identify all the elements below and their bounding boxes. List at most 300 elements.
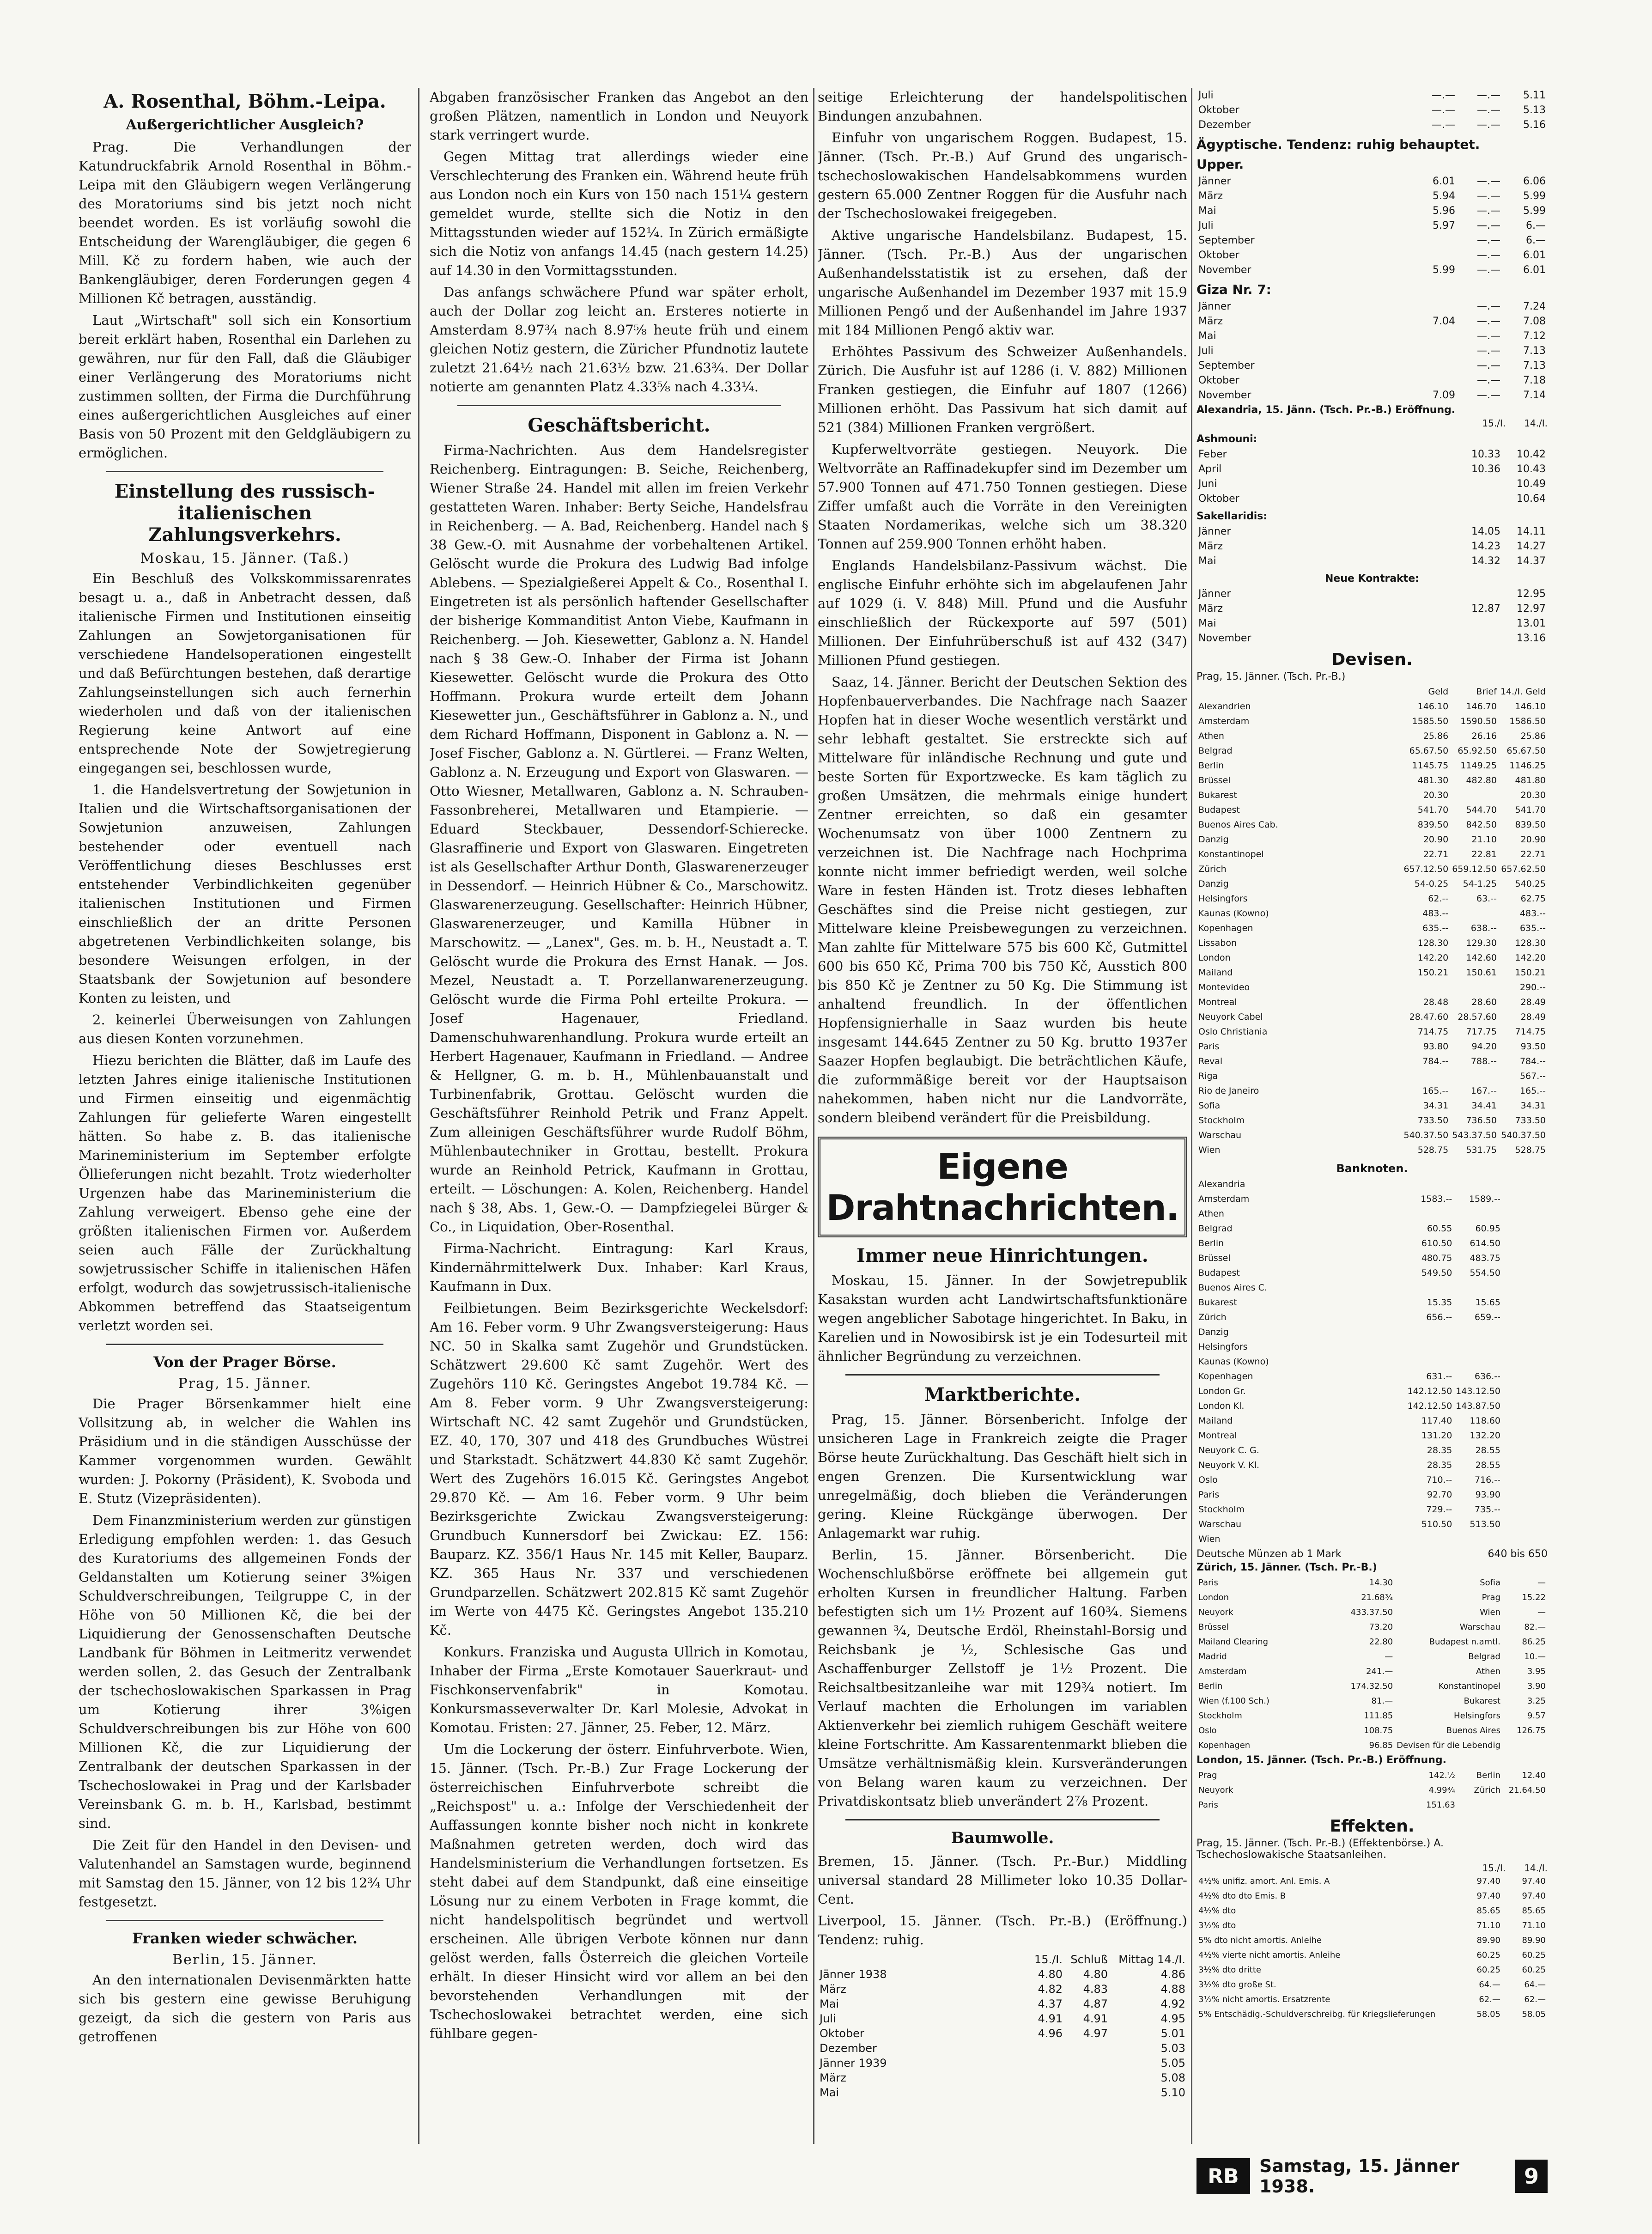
row-value <box>1454 1354 1502 1369</box>
row-value: 4.80 <box>1083 1968 1108 1981</box>
row-value: 549.50 <box>1421 1268 1452 1278</box>
row-label: Alexandria <box>1198 1179 1245 1189</box>
row-label: Amsterdam <box>1198 1194 1250 1204</box>
table-row <box>1196 586 1548 601</box>
table-row <box>1196 103 1548 117</box>
row-label: Neuyork C. G. <box>1198 1445 1259 1455</box>
row-label: Mailand Clearing <box>1198 1637 1269 1647</box>
row-value: —.— <box>1477 330 1500 342</box>
row-value: 58.05 <box>1476 2009 1500 2019</box>
row-label: Warschau <box>1198 1519 1242 1529</box>
row-value: 659.-- <box>1474 1312 1500 1322</box>
row-label: Wien <box>1198 1534 1221 1544</box>
row-value: 4.88 <box>1160 1983 1185 1996</box>
row-value: 142.12.50 <box>1407 1401 1452 1411</box>
row-value <box>1406 1339 1454 1354</box>
row-value: 14.05 <box>1471 525 1500 537</box>
row-label: Belgrad <box>1198 1224 1233 1234</box>
table-row <box>1196 1605 1548 1619</box>
deutsche-muenzen-line <box>1196 1548 1548 1560</box>
row-value: 3.90 <box>1527 1681 1546 1691</box>
row-value: 118.60 <box>1470 1416 1500 1426</box>
table-header <box>818 1952 1187 1967</box>
row-value: —.— <box>1477 359 1500 371</box>
row-value <box>1019 2085 1064 2100</box>
row-value: 839.50 <box>1515 820 1546 830</box>
row-label: Juli <box>1198 219 1214 231</box>
row-value: —.— <box>1477 389 1500 401</box>
table-row <box>1196 524 1548 539</box>
row-value: 15.35 <box>1427 1297 1452 1308</box>
row-label: 3½% dto große St. <box>1198 1979 1276 1990</box>
zurich-table <box>1196 1575 1548 1753</box>
row-value: Warschau <box>1459 1622 1500 1632</box>
row-label: Rio de Janeiro <box>1198 1086 1259 1096</box>
row-value: 717.75 <box>1466 1027 1497 1037</box>
table-row <box>1196 1458 1548 1473</box>
row-value <box>1019 2056 1064 2070</box>
row-value: —.— <box>1477 190 1500 202</box>
table-row <box>1196 1339 1548 1354</box>
row-label: 4½% dto <box>1198 1905 1236 1916</box>
table-row <box>1196 1473 1548 1487</box>
table-row <box>1196 788 1548 803</box>
row-value: — <box>1537 1577 1546 1588</box>
row-value <box>1450 906 1499 921</box>
row-value: 97.40 <box>1522 1891 1546 1901</box>
row-label: Paris <box>1198 1041 1220 1052</box>
row-label: Madrid <box>1198 1651 1227 1662</box>
table-row <box>1196 1619 1548 1634</box>
row-value: 143.12.50 <box>1456 1386 1500 1396</box>
column-headers <box>1196 1863 1548 1874</box>
row-value: 788.-- <box>1470 1056 1497 1066</box>
table-row <box>818 2026 1187 2041</box>
paragraph: Prag, 15. Jänner. Börsenbericht. Infolge der unsicheren Lage in Frankreich zeigte die Prager Börse heute Zurückhaltung. Das Geschäft hielt sich in engen Grenzen. Die Kursentwicklung war unregelmäßig, doch blieben die Veränderungen gering. Kleine Rückgänge überwogen. Der Anlagemarkt war ruhig. <box>818 1412 1187 1541</box>
paragraph: Feilbietungen. Beim Bezirksgerichte Weckelsdorf: Am 16. Feber vorm. 9 Uhr Zwangsversteigerung: Haus NC. 50 in Skalka samt Zugehör und Grundstücken. Schätzwert 29.600 Kč samt Zugehör. Wert des Zugehörs 110 Kč. Geringstes Angebot 19.784 Kč. — Am 8. Feber vorm. 9 Uhr Zwangsversteigerung: Wirtschaft NC. 42 samt Zugehör und Grundstücken, EZ. 40, 170, 307 und 418 des Grundbuches Wüstrei und Starkstadt. Schätzwert 44.830 Kč samt Zugehör. Wert des Zugehörs 16.015 Kč. Geringstes Angebot 29.870 Kč. — Am 16. Feber vorm. 9 Uhr beim Bezirksgerichte Zwickau Zwangsversteigerung: Grundbuch Kunnersdorf bei Zwickau: EZ. 156: Bauparz. KZ. 356/1 Haus Nr. 145 mit Keller, Bauparz. KZ. 365 Haus Nr. 337 und verschiedenen Grundparzellen. Schätzwert 202.815 Kč samt Zugehör im Werte von 4475 Kč. Geringstes Angebot 135.210 Kč. <box>430 1300 808 1638</box>
table-row <box>1196 1874 1548 1888</box>
table-row <box>1196 1903 1548 1918</box>
row-value <box>1457 1797 1502 1812</box>
row-value: 26.16 <box>1471 731 1497 741</box>
table-row <box>818 2041 1187 2056</box>
row-value: 151.63 <box>1426 1800 1455 1810</box>
row-label: Oslo <box>1198 1725 1217 1735</box>
row-label: Jänner 1939 <box>820 2057 887 2070</box>
row-value <box>1502 1251 1548 1266</box>
row-value: 733.50 <box>1515 1115 1546 1126</box>
table-row <box>1196 203 1548 218</box>
row-value: 541.70 <box>1515 805 1546 815</box>
paragraph: Englands Handelsbilanz-Passivum wächst. Die englische Einfuhr erhöhte sich im abgelaufenen Jahr auf 1029 (i. V. 848) Mill. Pfund und die Ausfuhr einschließlich der Rückexporte auf 597 (501) Millionen. Der Einfuhrüberschuß ist auf 432 (347) Millionen Pfund gestiegen. <box>818 558 1187 668</box>
paragraph: Berlin, 15. Jänner. Börsenbericht. Die Wochenschlußbörse eröffnete bei allgemein gut erholten Kursen in freundlicher Haltung. Farben befestigten sich um 1½ Prozent auf 160¾. Siemens gewannen ¾, Deutsche Erdöl, Rheinstahl-Borsig und Reichsbank je ½, Schlesische Gas und Aschaffenburger Zellstoff je 1½ Prozent. Die Reichsaltbesitzanleihe war mit 129¾ notiert. Im Verlauf machten die Erholungen im variablen Aktienverkehr bei ziemlich ruhigem Geschäft weitere kleine Fortschritte. Am Kassarentenmarkt blieben die Umsätze verhältnismäßig klein. Kursveränderungen von Belang waren kaum zu verzeichnen. Der Privatdiskontsatz blieb unverändert 2⅞ Prozent. <box>818 1547 1187 1809</box>
column-header: Schluß <box>1070 1953 1108 1966</box>
row-value: 21.10 <box>1471 834 1497 845</box>
table-row <box>1196 343 1548 358</box>
row-value: 146.70 <box>1466 701 1497 712</box>
article-headline: Einstellung des russisch-italienischen Zahlungsverkehrs. <box>114 481 376 546</box>
row-value: 28.47.60 <box>1409 1012 1449 1022</box>
table-row <box>818 2011 1187 2026</box>
table-row <box>1196 1918 1548 1933</box>
row-value: 28.49 <box>1520 1012 1546 1022</box>
row-value <box>1412 358 1457 373</box>
row-value: — <box>1385 1651 1393 1662</box>
row-value: 93.80 <box>1423 1041 1449 1052</box>
row-value: 111.85 <box>1364 1711 1393 1721</box>
row-label: Neuyork Cabel <box>1198 1012 1263 1022</box>
column-header: Mittag 14./I. <box>1118 1953 1185 1966</box>
table-row <box>1196 373 1548 388</box>
paragraph: Firma-Nachricht. Eintragung: Karl Kraus, Kindernährmittelwerk Dux. Inhaber: Karl Kraus, Kaufmann in Dux. <box>430 1241 808 1294</box>
row-value <box>1450 788 1499 803</box>
row-value: 20.90 <box>1520 834 1546 845</box>
table-row <box>1196 921 1548 936</box>
row-label: Stockholm <box>1198 1504 1245 1515</box>
row-label: Juli <box>1198 89 1214 101</box>
row-label: Paris <box>1198 1800 1218 1810</box>
row-value <box>1502 1295 1548 1310</box>
row-value: Budapest n.amtl. <box>1429 1637 1500 1647</box>
row-value: 7.04 <box>1433 315 1455 327</box>
row-value: 3.95 <box>1527 1666 1546 1676</box>
row-label: Budapest <box>1198 805 1240 815</box>
row-value: 481.30 <box>1417 775 1449 785</box>
row-value: 657.62.50 <box>1501 864 1546 874</box>
table-row <box>818 2085 1187 2100</box>
row-value: 64.— <box>1479 1979 1500 1990</box>
table-subheading: Ashmouni: <box>1196 433 1257 445</box>
row-value: 5.13 <box>1523 104 1546 116</box>
table-row <box>1196 388 1548 402</box>
paragraph: Um die Lockerung der österr. Einfuhrverbote. Wien, 15. Jänner. (Tsch. Pr.-B.) Zur Frage Lockerung der österreichischen Einfuhrverbote schreibt die „Reichspost" u. a.: Infolge der Verschiedenheit der Auffassungen konnte bisher noch nicht in konkrete Maßnahmen getreten werden, doch wird das Handelsministerium die Verhandlungen fortsetzen. Es steht dabei auf dem Standpunkt, daß eine einseitige Lösung nur zu einem Verboten in Frage kommt, die nicht handelspolitisch begründet und wertvoll erscheinen. Alle übrigen Verbote können nur dann gelöst werden, falls Österreich die gleichen Vorteile erhält. In dieser Hinsicht wird vor allem an bei den bevorstehenden Verhandlungen mit der Tschechoslowakei betrachtet werden, eine sich fühlbare gegen- <box>430 1741 808 2041</box>
paragraph: Kupferweltvorräte gestiegen. Neuyork. Die Weltvorräte an Raffinadekupfer sind im Dezember um 57.900 Tonnen auf 471.750 Tonnen gestiegen. Diese Ziffer umfaßt auch die Vorräte in den Vereinigten Staaten Nordamerikas, welche sich um 38.320 Tonnen auf 259.900 Tonnen erhöht haben. <box>818 441 1187 552</box>
row-value: 541.70 <box>1417 805 1449 815</box>
table-row <box>1196 447 1548 462</box>
table-row <box>1196 743 1548 758</box>
row-value: 65.92.50 <box>1458 746 1497 756</box>
row-label: Kopenhagen <box>1198 1740 1251 1750</box>
row-value: 93.50 <box>1520 1041 1546 1052</box>
row-label: Danzig <box>1198 879 1229 889</box>
row-label: London <box>1198 1592 1229 1602</box>
row-value: 544.70 <box>1466 805 1497 815</box>
table-row <box>818 1997 1187 2011</box>
row-label: Amsterdam <box>1198 1666 1247 1676</box>
row-value <box>1454 1339 1502 1354</box>
row-label: 5% Entschädig.-Schuldverschreibg. für Kriegslieferungen <box>1198 2009 1436 2019</box>
row-label: Stockholm <box>1198 1711 1242 1721</box>
row-label: Jänner <box>1198 175 1231 187</box>
paragraph: Die Prager Börsenkammer hielt eine Vollsitzung ab, in welcher die Wahlen ins Präsidium und in die ständigen Ausschüsse der Kammer vorgenommen wurden. Gewählt wurden: J. Pokorny (Präsident), K. Svoboda und E. Stutz (Vizepräsidenten). <box>79 1396 411 1506</box>
row-value: 167.-- <box>1470 1086 1497 1096</box>
row-label: 4½% dto dto Emis. B <box>1198 1891 1286 1901</box>
table-subheading: Giza Nr. 7: <box>1196 282 1271 297</box>
row-value: 5.16 <box>1523 119 1546 131</box>
paragraph: Ein Beschluß des Volkskommissarenrates besagt u. a., daß in Anbetracht dessen, daß italienische Firmen und Institutionen einseitig Zahlungen an Sowjetorganisationen für verschiedene Handelsoperationen eingestellt und daß Befürchtungen bestehen, daß derartige Zahlungseinstellungen sich auch fernerhin wiederholen und daß von der italienischen Regierung keine Antwort auf eine entsprechende Note der Sowjetregierung eingegangen sei, beschlossen wurde, <box>79 571 411 776</box>
table-row <box>1196 539 1548 554</box>
row-label: London Kl. <box>1198 1401 1245 1411</box>
row-value: 22.71 <box>1423 849 1449 859</box>
row-value: 636.-- <box>1474 1371 1500 1382</box>
table-row <box>1196 1723 1548 1738</box>
row-value: Sofia <box>1480 1577 1500 1588</box>
row-label: Dezember <box>1198 119 1251 131</box>
row-value: 1145.75 <box>1412 761 1449 771</box>
paragraph: Moskau, 15. Jänner. In der Sowjetrepublik Kasakstan wurden acht Landwirtschaftsfunktionäre wegen angeblicher Sabotage hingerichtet. In Baku, in Karelien und in Nowosibirsk ist je ein Todesurteil mit ähnlicher Begründung zu verzeichnen. <box>818 1272 1187 1364</box>
row-label: Mai <box>1198 205 1216 217</box>
row-value: 97.40 <box>1476 1891 1500 1901</box>
row-label: Belgrad <box>1198 746 1233 756</box>
table-row <box>1196 1177 1548 1192</box>
sakellaridis-table <box>1196 524 1548 568</box>
row-value: 1583.-- <box>1421 1194 1452 1204</box>
row-value: 54-1.25 <box>1463 879 1497 889</box>
row-value: 60.55 <box>1427 1224 1452 1234</box>
row-label: Athen <box>1198 731 1224 741</box>
column-header: Brief <box>1476 687 1497 697</box>
table-row <box>1196 616 1548 631</box>
row-value: 735.-- <box>1474 1504 1500 1515</box>
row-value: 554.50 <box>1470 1268 1500 1278</box>
giza-table <box>1196 299 1548 402</box>
row-value: 28.35 <box>1427 1460 1452 1470</box>
divider <box>106 1920 383 1921</box>
column-divider <box>1191 88 1192 2144</box>
table-row <box>1196 1413 1548 1428</box>
row-label: Montreal <box>1198 1430 1237 1441</box>
row-value: 81.— <box>1371 1696 1393 1706</box>
row-value: 132.20 <box>1470 1430 1500 1441</box>
row-label: 4½% vierte nicht amortis. Anleihe <box>1198 1950 1341 1960</box>
table-subheading: Prag, 15. Jänner. (Tsch. Pr.-B.) (Effektenbörse.) A. Tschechoslowakische Staatsanleihen. <box>1196 1838 1444 1861</box>
row-value: 610.50 <box>1421 1238 1452 1248</box>
london-table <box>1196 1768 1548 1812</box>
row-value: 483.-- <box>1422 908 1449 919</box>
row-value <box>1502 1797 1548 1812</box>
row-label: Juni <box>1198 478 1217 490</box>
row-value: 5.97 <box>1433 219 1455 231</box>
cotton-table-continued <box>1196 88 1548 132</box>
dateline: Prag, 15. Jänner. <box>178 1376 312 1392</box>
row-label: November <box>1198 389 1251 401</box>
table-row <box>1196 314 1548 329</box>
row-value: 5.94 <box>1433 190 1455 202</box>
row-value <box>1406 1177 1454 1192</box>
row-label: Oslo <box>1198 1475 1218 1485</box>
row-label: Jänner 1938 <box>820 1968 887 1981</box>
table-heading: Alexandria, 15. Jänn. (Tsch. Pr.-B.) Eröffnung. <box>1196 404 1456 416</box>
page-footer <box>1196 2155 1548 2197</box>
paragraph: Erhöhtes Passivum des Schweizer Außenhandels. Zürich. Die Ausfuhr ist auf 1286 (i. V. 882) Millionen Franken gestiegen, die Einfuhr auf 1807 (1266) Millionen erhöht. Das Passivum hat sich damit auf 521 (384) Millionen Franken vergrößert. <box>818 344 1187 435</box>
row-value: —.— <box>1477 119 1500 131</box>
table-row <box>1196 758 1548 773</box>
row-value <box>1450 980 1499 995</box>
paragraph: 2. keinerlei Überweisungen von Zahlungen aus diesen Konten vorzunehmen. <box>79 1012 411 1047</box>
row-label: London Gr. <box>1198 1386 1246 1396</box>
table-row <box>1196 1590 1548 1605</box>
row-value: 3.25 <box>1527 1696 1546 1706</box>
row-label: London <box>1198 953 1231 963</box>
row-value <box>1064 2070 1110 2085</box>
row-label: Zürich <box>1198 864 1227 874</box>
row-value: 108.75 <box>1364 1725 1393 1735</box>
table-row <box>1196 729 1548 743</box>
row-value: 60.25 <box>1476 1965 1500 1975</box>
row-value: 28.35 <box>1427 1445 1452 1455</box>
table-row <box>1196 773 1548 788</box>
row-value: 842.50 <box>1466 820 1497 830</box>
table-row <box>1196 803 1548 817</box>
row-value: 7.24 <box>1523 300 1546 312</box>
row-value: 657.12.50 <box>1403 864 1449 874</box>
new-contracts-table <box>1196 586 1548 645</box>
row-value: —.— <box>1477 104 1500 116</box>
row-value: —.— <box>1477 345 1500 357</box>
row-value: 635.-- <box>1422 923 1449 933</box>
table-row <box>1196 1634 1548 1649</box>
section-headline: Marktberichte. <box>924 1384 1081 1406</box>
row-value: 10.42 <box>1517 448 1546 460</box>
row-value: 65.67.50 <box>1409 746 1449 756</box>
table-row <box>1196 1221 1548 1236</box>
row-value: 4.95 <box>1160 2012 1185 2025</box>
row-value: 1589.-- <box>1469 1194 1500 1204</box>
table-row <box>1196 1192 1548 1206</box>
row-value: —.— <box>1477 264 1500 276</box>
row-value: 10.43 <box>1517 463 1546 475</box>
row-value: 567.-- <box>1519 1071 1546 1081</box>
row-value <box>1502 1399 1548 1413</box>
row-value: 631.-- <box>1426 1371 1452 1382</box>
row-value: 14.23 <box>1471 540 1500 552</box>
table-subheading: Prag, 15. Jänner. (Tsch. Pr.-B.) <box>1196 671 1346 682</box>
row-label: März <box>820 1983 846 1996</box>
row-value: 34.41 <box>1471 1101 1497 1111</box>
row-value: —.— <box>1477 175 1500 187</box>
row-label: Helsingfors <box>1198 894 1248 904</box>
row-value <box>1019 2041 1064 2056</box>
row-value: 640 bis 650 <box>1488 1548 1548 1560</box>
row-value: 22.81 <box>1471 849 1497 859</box>
row-label: Amsterdam <box>1198 716 1250 726</box>
row-value: 528.75 <box>1515 1145 1546 1155</box>
row-value: 142.½ <box>1428 1770 1455 1780</box>
row-value: 1586.50 <box>1509 716 1546 726</box>
table-row <box>1196 1024 1548 1039</box>
row-value <box>1450 1069 1499 1084</box>
row-value: 96.85 <box>1369 1740 1393 1750</box>
row-value: 481.80 <box>1515 775 1546 785</box>
row-value: 6.— <box>1526 219 1546 231</box>
table-row <box>1196 1325 1548 1339</box>
row-label: Oslo Christiania <box>1198 1027 1268 1037</box>
paragraph: Die Zeit für den Handel in den Devisen- und Valutenhandel an Samstagen wurde, beginnend mit Samstag den 15. Jänner, von 12 bis 12¾ Uhr festgesetzt. <box>79 1837 411 1910</box>
paragraph: An den internationalen Devisenmärkten hatte sich bis gestern eine gewisse Beruhigung gezeigt, da sich die gestern von Paris aus getroffenen <box>79 1972 411 2045</box>
row-value <box>1502 1310 1548 1325</box>
row-label: Neuyork <box>1198 1785 1233 1795</box>
table-row <box>1196 1708 1548 1723</box>
effekten-table <box>1196 1874 1548 2021</box>
paragraph: seitige Erleichterung der handelspolitischen Bindungen anzubahnen. <box>818 89 1187 124</box>
row-value: 63.-- <box>1476 894 1497 904</box>
column-2 <box>430 88 808 2046</box>
row-value: 4.96 <box>1038 2027 1063 2040</box>
table-row <box>1196 88 1548 103</box>
row-value <box>1502 1221 1548 1236</box>
row-value: 736.50 <box>1466 1115 1497 1126</box>
row-label: 3½% nicht amortis. Ersatzrente <box>1198 1994 1330 2004</box>
row-value: 126.75 <box>1517 1725 1546 1735</box>
row-value: 22.71 <box>1520 849 1546 859</box>
row-label: 3½% dto <box>1198 1920 1236 1930</box>
column-header: 15./I. <box>1482 1863 1506 1874</box>
row-value: —.— <box>1477 249 1500 261</box>
article-headline: A. Rosenthal, Böhm.-Leipa. <box>103 91 386 112</box>
row-label: Helsingfors <box>1198 1342 1248 1352</box>
paragraph: Firma-Nachrichten. Aus dem Handelsregister Reichenberg. Eintragungen: B. Seiche, Reichenberg, Wiener Straße 24. Handel mit allen im freien Verkehr gestatteten Waren. Inhaber: Berty Seiche, Handelsfrau in Reichenberg. — A. Bad, Reichenberg. Handel nach § 38 Gew.-O. mit Ausnahme der vorbehaltenen Artikel. Gelöscht wurde die Prokura des Ludwig Bad infolge Ablebens. — Spezialgießerei Appelt & Co., Rosenthal I. Eingetreten ist als persönlich haftender Gesellschafter der bisherige Kommanditist Anton Viebe, Kaufmann in Reichenberg. — Joh. Kiesewetter, Gablonz a. N. Handel nach § 38 Gew.-O. Inhaber der Firma ist Johann Kiesewetter. Gelöscht wurde die Prokura des Otto Hoffmann. Prokura wurde erteilt dem Johann Kiesewetter jun., Geschäftsführer in Gablonz a. N., und dem Richard Hoffmann, Disponent in Gablonz a. N. — Josef Fischer, Gablonz a. N. Gürtlerei. — Franz Welten, Gablonz a. N. Erzeugung und Export von Glaswaren. — Otto Wiesner, Metallwaren, Gablonz a. N. Schrauben-Fassonbreherei, Metallwaren und Etampierie. — Eduard Steckbauer, Dessendorf-Schierecke. Glasraffinerie und Export von Glaswaren. Eingetreten ist als Gesellschafter Arthur Donth, Glaswarenerzeuger in Dessendorf. — Heinrich Hübner & Co., Marschowitz. Glaswarenerzeugung. Gesellschafter: Heinrich Hübner, Glaswarenerzeuger, und Kamilla Hübner in Marschowitz. — „Lanex", Ges. m. b. H., Neustadt a. T. Gelöscht wurde die Prokura des Ernst Hanak. — Jos. Mezel, Neustadt a. T. Porzellanwarenerzeugung. Gelöscht wurde die Firma Pohl erteilte Prokura. — Josef Hagenauer, Friedland. Damenschuhwarenhandlung. Prokura wurde erteilt an Herbert Hagenauer, Kaufmann in Friedland. — Andree & Hellgner, G. m. b. H., Mühlenbauanstalt und Turbinenfabrik, Grottau. Gelöscht wurden die Geschäftsführer Reinhold Petrik und Franz Appelt. Zum alleinigen Geschäftsführer wurde Rudolf Böhm, Mühlenbautechniker in Grottau, bestellt. Prokura wurde an Reinhold Petrick, Kaufmann in Grottau, erteilt. — Löschungen: A. Kolen, Reichenberg. Handel nach § 38, Abs. 1, Gew.-O. — Dampfziegelei Bürger & Co., in Liquidation, Ober-Rosenthal. <box>430 442 808 1235</box>
row-value: 784.-- <box>1519 1056 1546 1066</box>
row-value: 5.99 <box>1433 264 1455 276</box>
row-value: 839.50 <box>1417 820 1449 830</box>
row-label: Budapest <box>1198 1268 1240 1278</box>
row-value: 656.-- <box>1426 1312 1452 1322</box>
article-headline: Von der Prager Börse. <box>153 1353 336 1371</box>
row-value: 143.87.50 <box>1456 1401 1500 1411</box>
row-value: 174.32.50 <box>1350 1681 1393 1691</box>
row-value: 7.14 <box>1523 389 1546 401</box>
row-value: Wien <box>1480 1607 1500 1617</box>
row-label: Wien <box>1198 1145 1221 1155</box>
row-value: 4.97 <box>1083 2027 1108 2040</box>
row-value: 6.01 <box>1433 175 1455 187</box>
divider <box>106 1344 383 1345</box>
row-value: 64.— <box>1524 1979 1546 1990</box>
table-row <box>1196 1888 1548 1903</box>
row-value: 12.97 <box>1517 603 1546 615</box>
row-value: 146.10 <box>1417 701 1449 712</box>
row-value: 10.49 <box>1517 478 1546 490</box>
row-value: 13.16 <box>1517 632 1546 644</box>
row-value: —.— <box>1432 104 1455 116</box>
row-value <box>1412 248 1457 262</box>
row-label: Jänner <box>1198 300 1231 312</box>
row-label: Paris <box>1198 1490 1220 1500</box>
row-value <box>1406 1325 1454 1339</box>
row-value: 62.-- <box>1428 894 1449 904</box>
row-label: Montreal <box>1198 997 1237 1007</box>
row-value: 7.12 <box>1523 330 1546 342</box>
table-row <box>818 2056 1187 2070</box>
row-value: 483.75 <box>1470 1253 1500 1263</box>
row-value: 13.01 <box>1517 617 1546 629</box>
table-row <box>1196 2007 1548 2021</box>
table-row <box>1196 189 1548 203</box>
row-label: Oktober <box>820 2027 864 2040</box>
table-row <box>1196 554 1548 568</box>
row-label: Juli <box>1198 345 1214 357</box>
row-value: 14.37 <box>1517 555 1546 567</box>
row-value: — <box>1537 1607 1546 1617</box>
row-value: 5.05 <box>1160 2057 1185 2070</box>
table-row <box>1196 936 1548 950</box>
row-value: 7.09 <box>1433 389 1455 401</box>
row-value: 14.30 <box>1369 1577 1393 1588</box>
table-row <box>1196 817 1548 832</box>
row-value: 150.21 <box>1515 968 1546 978</box>
row-value: Bukarest <box>1464 1696 1500 1706</box>
table-row <box>1196 262 1548 277</box>
